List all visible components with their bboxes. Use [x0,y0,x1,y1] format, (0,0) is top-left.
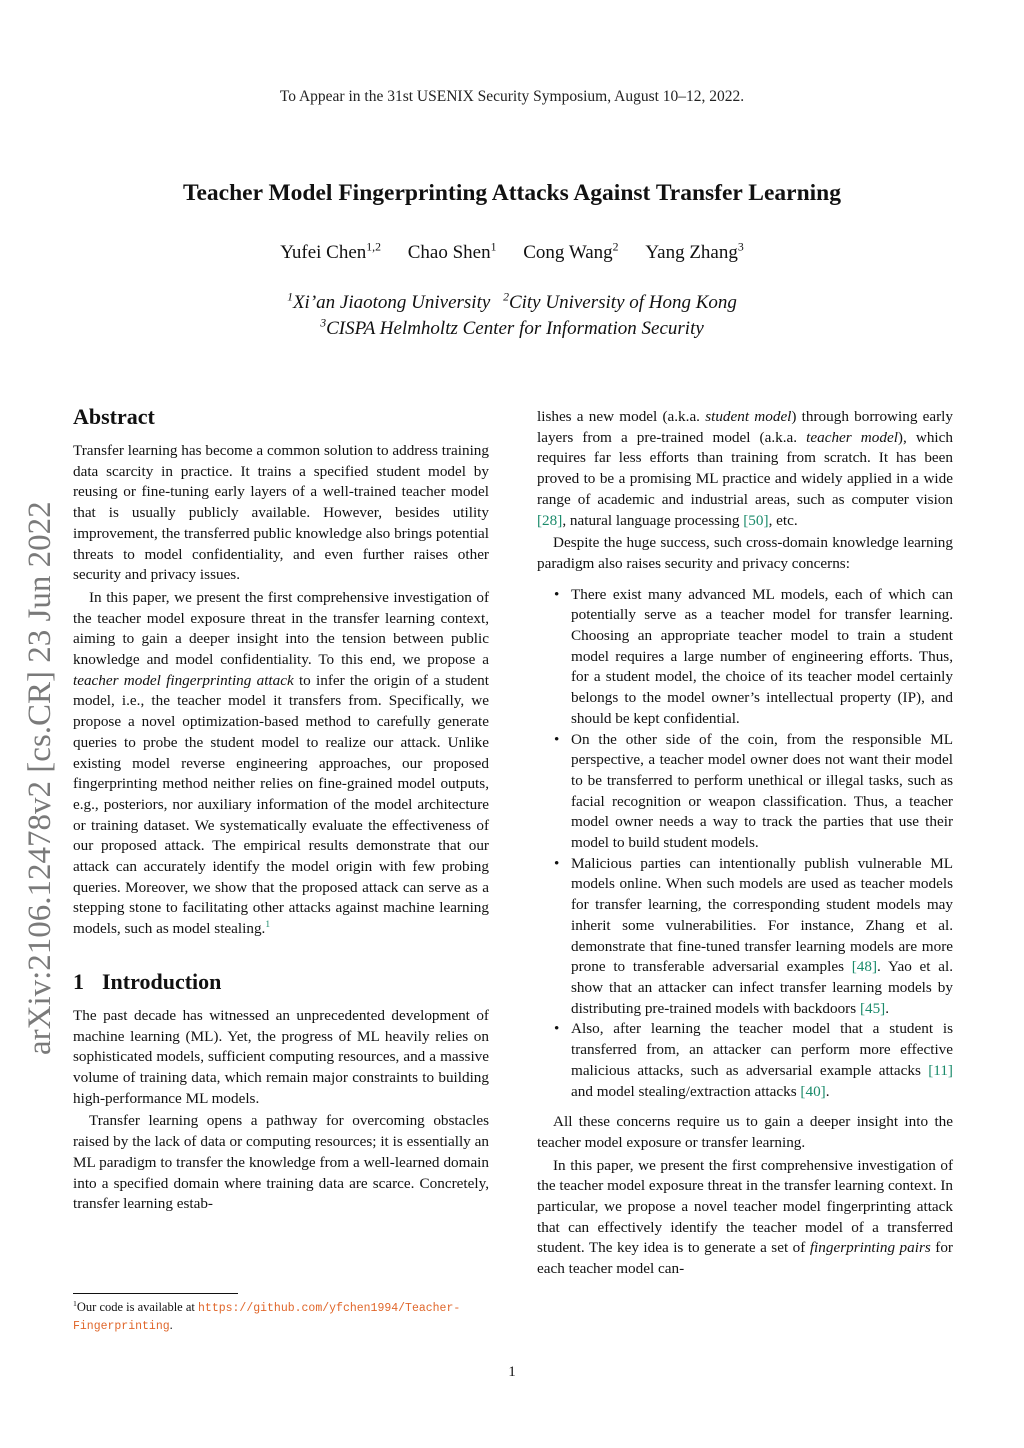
affiliation-list [0,290,1024,342]
code-url-link[interactable]: https://github.com/yfchen1994/Teacher-Fingerprinting [73,1302,461,1333]
citation-link[interactable]: [11] [928,1061,953,1079]
left-column [73,403,489,1215]
concerns-list [537,585,953,1103]
author [280,242,381,264]
list-item: • Malicious parties can intentionally publish vulnerable ML models online. When such models are used as teacher models for transfer learning, the corresponding student models may inherit some vulnerabilities. For instance, Zhang et al. demonstrate that fine-tuned transfer learning models are more prone to transferable adversarial examples [48]. Yao et al. show that an attacker can infect transfer learning models by distributing pre-trained models with backdoors [45]. [537,854,953,1020]
author-name: Yang Zhang [645,242,738,263]
list-item: • Also, after learning the teacher model that a student is transferred from, an attacker can perform more effective malicious attacks, such as adversarial example attacks [11] and model stealing/extraction attacks [40]. [537,1019,953,1102]
author [523,242,618,264]
body-paragraph: lishes a new model (a.k.a. student model) through borrowing early layers from a pre-trained model (a.k.a. teacher model), which requires far less efforts than training from scratch. It has been proved to be a promising ML practice and widely applied in a wide range of academic and industrial areas, such as computer vision [28], natural language processing [50], etc. [537,408,953,529]
arxiv-sidebar-stamp: arXiv:2106.12478v2 [cs.CR] 23 Jun 2022 [22,501,58,1055]
intro-paragraph: Transfer learning opens a pathway for overcoming obstacles raised by the lack of data or computing resources; it is essentially an ML paradigm to transfer the knowledge from a well-learned domain into a specified domain where training data are scarce. Concretely, transfer learning estab- [73,1112,489,1213]
abstract-heading: Abstract [73,404,155,429]
page-number: 1 [508,1364,516,1380]
author-list [0,242,1024,264]
citation-link[interactable]: [28] [537,511,563,529]
list-item: • There exist many advanced ML models, each of which can potentially serve as a teacher model for transfer learning. Choosing an appropriate teacher model to train a student model requires a large number of engineering efforts. Thus, for a student model, the choice of its teacher model certainly belongs to the model owner’s intellectual property (IP), and should be kept confidential. [537,585,953,730]
author [645,242,743,264]
author-affil-mark: 1 [490,240,497,254]
footnote-rule [73,1293,238,1294]
affiliation: $^1$Xi’an Jiaotong University [287,290,491,313]
citation-link[interactable]: [40] [800,1082,826,1100]
affiliation: $^2$City University of Hong Kong [503,290,737,313]
affiliation-line-2 [0,316,1024,342]
list-item: • On the other side of the coin, from the responsible ML perspective, a teacher model owner does not want their model to be transferred to perform unethical or illegal tasks, such as facial recognition or weapon classification. Thus, a teacher model owner needs a way to track the parties that use their model to build student models. [537,730,953,854]
footnote: $^1$Our code is available at https://github.com/yfchen1994/Teacher-Fingerprinting. [73,1293,493,1335]
body-paragraph: Despite the huge success, such cross-domain knowledge learning paradigm also raises security and privacy concerns: [537,534,953,572]
venue-header: To Appear in the 31st USENIX Security Symposium, August 10–12, 2022. [279,88,745,105]
author-name: Cong Wang [523,242,613,263]
right-column [537,407,953,1280]
author [408,242,497,264]
author-affil-mark: 3 [737,240,744,254]
abstract-paragraph: Transfer learning has become a common solution to address training data scarcity in practice. It trains a specified student model by reusing or fine-tuning early layers of a well-trained teacher model that is usually publicly available. However, besides utility improvement, the transferred public knowledge also brings potential threats to model confidentiality, and even further raises other security and privacy issues. [73,442,489,584]
citation-link[interactable]: [50] [743,511,769,529]
author-affil-mark: 2 [612,240,619,254]
footnote-number: 1 [73,1299,77,1309]
paper-title: Teacher Model Fingerprinting Attacks Against Transfer Learning [182,180,841,206]
abstract-paragraph: In this paper, we present the first comprehensive investigation of the teacher model exposure threat in the transfer learning context, aiming to gain a deeper insight into the tension between public knowledge and model confidentiality. To this end, we propose a teacher model fingerprinting attack to infer the origin of a student model, i.e., the teacher model it transfers from. Specifically, we propose a novel optimization-based method to carefully generate queries to probe the student model to realize our attack. Unlike existing model reverse engineering approaches, our proposed fingerprinting method neither relies on fine-grained model outputs, e.g., posteriors, nor auxiliary information of the model architecture or training dataset. We systematically evaluate the effectiveness of our proposed attack. The empirical results demonstrate that our attack can accurately identify the model origin with few probing queries. Moreover, we show that the proposed attack can serve as a stepping stone to facilitating other attacks against machine learning models, such as model stealing.$^1$ [73,588,489,938]
author-name: Yufei Chen [280,242,367,263]
section-heading-introduction: 1 Introduction [73,968,222,994]
author-affil-mark: 1,2 [366,240,381,254]
citation-link[interactable]: [48] [851,958,878,976]
affiliation-line-1 [0,290,1024,316]
author-name: Chao Shen [407,242,491,263]
body-paragraph: In this paper, we present the first comprehensive investigation of the teacher model exposure threat in the transfer learning context. In particular, we propose a novel teacher model fingerprinting attack that can effectively identify the teacher model of a transferred student. The key idea is to generate a set of fingerprinting pairs for each teacher model can- [537,1156,953,1278]
body-paragraph: All these concerns require us to gain a deeper insight into the teacher model exposure or transfer learning. [537,1113,953,1151]
intro-paragraph: The past decade has witnessed an unprecedented development of machine learning (ML). Yet, the progress of ML heavily relies on sophisticated models, sufficient computing resources, and a massive volume of training data, which remain major constraints to building high-performance ML models. [73,1006,489,1107]
footnote-mark[interactable]: 1 [265,920,271,931]
citation-link[interactable]: [45] [859,999,886,1017]
affiliation: $^3$CISPA Helmholtz Center for Information Security [320,316,704,339]
